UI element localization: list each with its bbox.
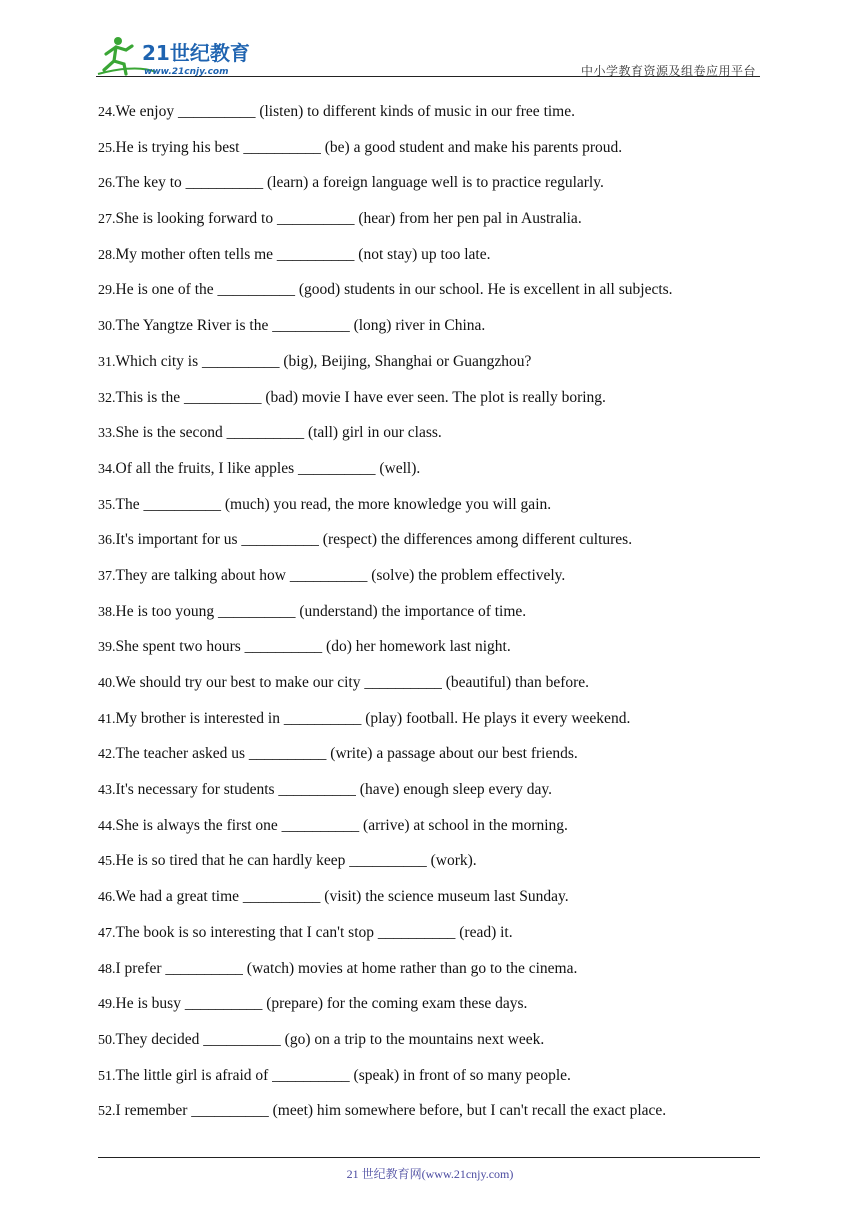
question-number: 48. — [98, 961, 116, 977]
logo-url: www.21cnjy.com — [144, 67, 229, 77]
question-item — [98, 1065, 778, 1101]
question-item — [98, 244, 778, 280]
question-text: My brother is interested in __________ (play) football. He plays it every weekend. — [115, 709, 631, 727]
question-text: I prefer __________ (watch) movies at home rather than go to the cinema. — [115, 959, 578, 977]
question-text: Of all the fruits, I like apples __________ (well). — [115, 459, 421, 477]
logo-text: 21世纪教育 — [142, 41, 250, 65]
question-number: 50. — [98, 1032, 116, 1048]
question-number: 51. — [98, 1068, 116, 1084]
question-text: The __________ (much) you read, the more knowledge you will gain. — [115, 495, 552, 513]
footer-divider — [98, 1157, 760, 1158]
question-number: 35. — [98, 497, 116, 513]
question-item — [98, 922, 778, 958]
question-text: He is so tired that he can hardly keep __________ (work). — [115, 852, 477, 870]
question-list — [98, 101, 778, 1136]
question-number: 30. — [98, 319, 116, 335]
question-text: We should try our best to make our city __________ (beautiful) than before. — [115, 674, 590, 691]
question-item — [98, 672, 778, 708]
question-number: 41. — [98, 711, 116, 727]
question-number: 47. — [98, 925, 116, 941]
question-item — [98, 993, 778, 1029]
question-number: 52. — [98, 1104, 116, 1120]
question-number: 32. — [98, 390, 116, 406]
question-item — [98, 529, 778, 565]
question-number: 28. — [98, 247, 116, 263]
page-header — [96, 30, 760, 78]
question-text: The book is so interesting that I can't stop __________ (read) it. — [115, 923, 513, 941]
question-text: He is busy __________ (prepare) for the coming exam these days. — [115, 995, 528, 1013]
question-number: 24. — [98, 105, 116, 120]
question-item — [98, 208, 778, 244]
question-number: 25. — [98, 140, 116, 156]
question-item — [98, 708, 778, 744]
question-number: 37. — [98, 568, 116, 584]
question-item — [98, 351, 778, 387]
question-item — [98, 636, 778, 672]
question-text: She is always the first one __________ (arrive) at school in the morning. — [115, 816, 568, 834]
question-text: She spent two hours __________ (do) her homework last night. — [115, 638, 511, 656]
question-item — [98, 387, 778, 423]
footer-text: 21 世纪教育网(www.21cnjy.com) — [346, 1167, 514, 1181]
question-text: The teacher asked us __________ (write) a passage about our best friends. — [115, 745, 578, 763]
question-item — [98, 101, 778, 137]
question-text: We enjoy __________ (listen) to different kinds of music in our free time. — [115, 103, 575, 120]
question-number: 43. — [98, 783, 116, 799]
question-item — [98, 601, 778, 637]
question-text: I remember __________ (meet) him somewhere before, but I can't recall the exact place. — [115, 1102, 667, 1120]
question-item — [98, 815, 778, 851]
question-item — [98, 1100, 778, 1136]
question-item — [98, 743, 778, 779]
question-number: 40. — [98, 676, 116, 691]
question-item — [98, 850, 778, 886]
question-item — [98, 958, 778, 994]
question-text: He is too young __________ (understand) the importance of time. — [115, 602, 527, 620]
question-number: 44. — [98, 818, 116, 834]
question-item — [98, 886, 778, 922]
question-text: It's important for us __________ (respect) the differences among different cultures. — [115, 531, 633, 549]
platform-text: 中小学教育资源及组卷应用平台 — [580, 64, 756, 78]
question-text: They are talking about how __________ (solve) the problem effectively. — [115, 566, 566, 584]
question-text: She is looking forward to __________ (hear) from her pen pal in Australia. — [115, 210, 582, 228]
question-item — [98, 172, 778, 208]
question-number: 27. — [98, 212, 116, 228]
question-number: 31. — [98, 354, 116, 370]
question-item — [98, 565, 778, 601]
question-item — [98, 422, 778, 458]
question-number: 34. — [98, 461, 116, 477]
question-text: They decided __________ (go) on a trip to the mountains next week. — [115, 1030, 545, 1048]
question-text: The key to __________ (learn) a foreign language well is to practice regularly. — [115, 174, 604, 192]
question-text: He is one of the __________ (good) students in our school. He is excellent in all subjects. — [115, 281, 673, 299]
question-text: Which city is __________ (big), Beijing, Shanghai or Guangzhou? — [115, 352, 532, 370]
question-text: The little girl is afraid of __________ (speak) in front of so many people. — [115, 1066, 571, 1084]
question-text: She is the second __________ (tall) girl in our class. — [115, 424, 442, 442]
question-text: It's necessary for students __________ (have) enough sleep every day. — [115, 781, 553, 799]
question-text: We had a great time __________ (visit) the science museum last Sunday. — [115, 888, 569, 906]
question-item — [98, 315, 778, 351]
question-number: 36. — [98, 533, 116, 549]
question-number: 29. — [98, 283, 116, 299]
question-item — [98, 137, 778, 173]
21cnjy-logo — [96, 34, 266, 78]
question-number: 26. — [98, 176, 116, 192]
question-number: 38. — [98, 604, 116, 620]
question-text: He is trying his best __________ (be) a good student and make his parents proud. — [115, 138, 623, 156]
question-number: 46. — [98, 890, 116, 906]
question-item — [98, 1029, 778, 1065]
question-number: 45. — [98, 854, 116, 870]
header-divider — [96, 76, 760, 77]
question-number: 39. — [98, 640, 116, 656]
question-item — [98, 494, 778, 530]
question-item — [98, 458, 778, 494]
question-number: 49. — [98, 997, 116, 1013]
question-item — [98, 279, 778, 315]
question-text: The Yangtze River is the __________ (long) river in China. — [115, 317, 486, 335]
question-item — [98, 779, 778, 815]
question-text: This is the __________ (bad) movie I have ever seen. The plot is really boring. — [115, 388, 606, 406]
question-number: 33. — [98, 426, 116, 442]
question-text: My mother often tells me __________ (not stay) up too late. — [115, 245, 491, 263]
question-number: 42. — [98, 747, 116, 763]
